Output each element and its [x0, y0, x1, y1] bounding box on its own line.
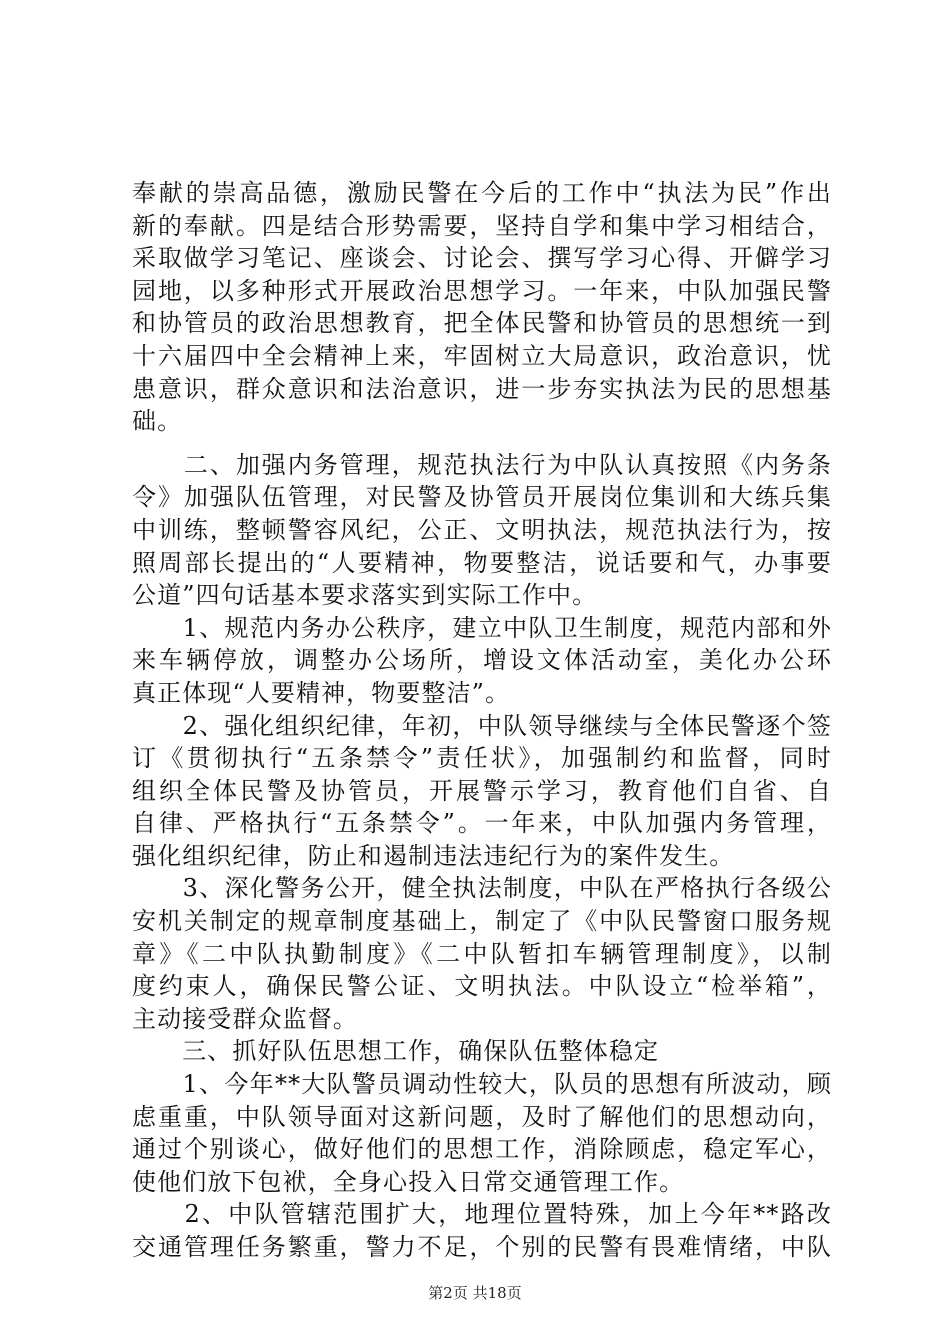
- text-line: 采取做学习笔记、座谈会、讨论会、撰写学习心得、开僻学习: [132, 244, 832, 273]
- text-line: 园地，以多种形式开展政治思想学习。一年来，中队加强民警: [132, 276, 832, 305]
- text-line: 自律、严格执行“五条禁令”。一年来，中队加强内务管理，: [132, 809, 832, 838]
- text-line: 奉献的崇高品德，激励民警在今后的工作中“执法为民”作出: [132, 179, 832, 207]
- text-line: 来车辆停放，调整办公场所，增设文体活动室，美化办公环: [132, 646, 832, 675]
- text-line: 度约束人，确保民警公证、文明执法。中队设立“检举箱”，: [132, 972, 832, 1001]
- text-line: 真正体现“人要精神，物要整洁”。: [132, 678, 511, 707]
- document-body: [132, 177, 832, 1264]
- text-line: 础。: [132, 407, 183, 436]
- text-line: 公道”四句话基本要求落实到实际工作中。: [132, 581, 598, 610]
- text-line: 令》加强队伍管理，对民警及协管员开展岗位集训和大练兵集: [132, 483, 832, 512]
- text-line: 中训练，整顿警容风纪，公正、文明执法，规范执法行为，按: [132, 515, 832, 544]
- text-line: 十六届四中全会精神上来，牢固树立大局意识，政治意识，忧: [132, 341, 832, 370]
- text-line: 章》《二中队执勤制度》《二中队暂扣车辆管理制度》，以制: [132, 939, 832, 968]
- text-line: 患意识，群众意识和法治意识，进一步夯实执法为民的思想基: [132, 374, 832, 403]
- section-heading: 三、抓好队伍思想工作，确保队伍整体稳定: [132, 1037, 660, 1066]
- text-line: 使他们放下包袱，全身心投入日常交通管理工作。: [132, 1167, 685, 1196]
- text-line: 新的奉献。四是结合形势需要，坚持自学和集中学习相结合，: [132, 211, 832, 240]
- text-line: 1、规范内务办公秩序，建立中队卫生制度，规范内部和外: [132, 613, 832, 642]
- page-footer: 第2页 共18页: [428, 1284, 522, 1302]
- text-line: 通过个别谈心，做好他们的思想工作，消除顾虑，稳定军心，: [132, 1135, 832, 1164]
- text-line: 主动接受群众监督。: [132, 1004, 358, 1033]
- text-line: 和协管员的政治思想教育，把全体民警和协管员的思想统一到: [132, 309, 832, 338]
- text-line: 交通管理任务繁重，警力不足，个别的民警有畏难情绪，中队: [132, 1233, 832, 1261]
- text-line: 强化组织纪律，防止和遏制违法违纪行为的案件发生。: [132, 841, 735, 870]
- text-line: 1、今年**大队警员调动性较大，队员的思想有所波动，顾: [132, 1070, 832, 1099]
- text-line: 2、中队管辖范围扩大，地理位置特殊，加上今年**路改: [184, 1200, 832, 1229]
- text-line: 订《贯彻执行“五条禁令”责任状》，加强制约和监督，同时: [132, 744, 832, 773]
- text-line: 3、深化警务公开，健全执法制度，中队在严格执行各级公: [132, 874, 832, 903]
- text-line: 二、加强内务管理，规范执法行为中队认真按照《内务条: [132, 450, 832, 479]
- text-line: 2、强化组织纪律，年初，中队领导继续与全体民警逐个签: [132, 711, 832, 740]
- text-line: 组织全体民警及协管员，开展警示学习，教育他们自省、自: [132, 776, 832, 805]
- text-line: 安机关制定的规章制度基础上，制定了《中队民警窗口服务规: [132, 907, 832, 936]
- text-line: 照周部长提出的“人要精神，物要整洁，说话要和气，办事要: [132, 548, 832, 577]
- text-line: 虑重重，中队领导面对这新问题，及时了解他们的思想动向，: [132, 1102, 832, 1131]
